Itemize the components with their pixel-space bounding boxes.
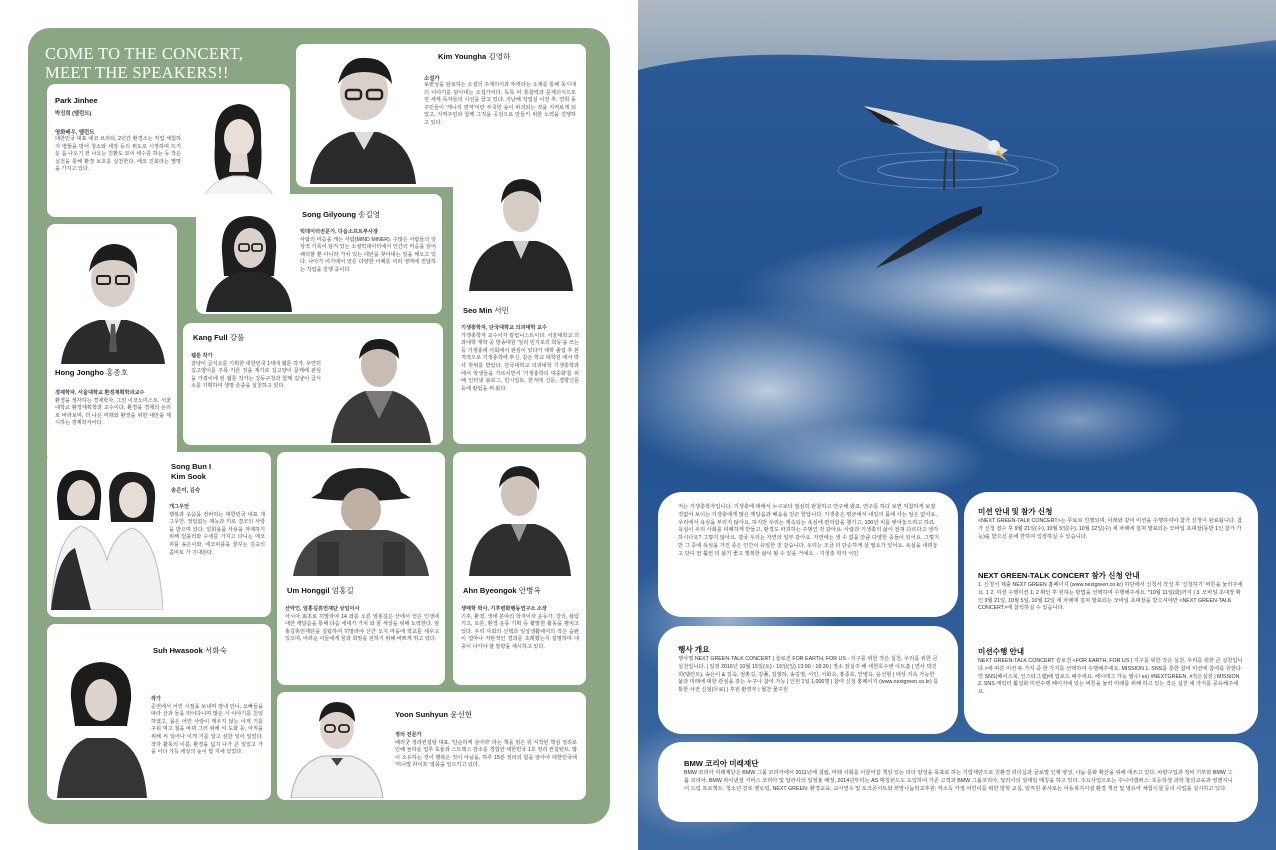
yoon-sunhyun-photo <box>285 698 389 798</box>
speaker-name: Um Honggil 엄홍길 <box>287 586 354 595</box>
speaker-card-yoon-sunhyun <box>277 692 586 800</box>
speaker-bio: 산악인, 엄홍길휴먼재단 상임이사 아시아 최초로 히말라야 14 좌를 오른 엄홍길은 산에서 얻은 인생에 대한 깨달음을 통해 다음 세대가 가치 와 꿈 세상을 위해 노력한다. 엄홍길휴먼재단을 설립하여 히말라야 산간 오지 마을에 학교를 세우고 있으며, 어려운 이들에게 꿈과 희망을 전하기 위해 바쁘게 뛰고 있다. <box>285 606 439 643</box>
bmw-foundation-title: BMW 코리아 미래재단 <box>684 759 759 768</box>
speaker-bio: 기생충학자, 단국대학교 의과대학 교수 가생충학자 교수이자 칼럼니스트이다. 서울대학교 의과대학 재학 중 방송대원 '일리 민지로의 희동'을 쓰는 등 기생충에 사회에서 관심이 있다가 대학 졸업 후 본격적으로 기생충학에 투신, 같은 학교 대학원 에서 박사 학위를 받았다. 단국대학교 의과대학 기생충학과에서 학생들을 가르치면서 '기생충학의 대중화'를 위해 인터넷 블로그, 민시일보, 한겨레 신문, 경향신문 등에 칼럼을 써 왔다. <box>461 325 579 392</box>
quote-text: 저는 기생충학자입니다. 기생충에 대해서 누구보다 열심히 관찰하고 연구해 왔죠. 연구를 하다 보면 처참하게 보잘것없어 보이는 기생충에게 많은 깨달음과 배움을 얻곤 한답니다. 기생충은 평균에서 내일의 몸에 사는 일은 없어요. 우리에서 욕심을 부리지 않아요. 하지만 우리는 계속되는 욕심에 편리함을 챙기고, 100년 치를 쌓아놓으려고 하죠. 욕심이 우리 사회를 피폐하게 만들고, 환경도 파괴하는 주범인 것 같아요. 사람과 기생충의 삶이 전혀 다르다고 생각하시나요? 그렇지 않아요. 결국 우리는 자연의 일부 같아요. 자연에는 생 수 없을 만큼 다양한 종들이 있어요. 그렇지만 그 중에 욕심을 가진 종은 인간이 유일한 것 같습니다. 우리는 조금 더 단순하게 살 필요가 있어요. 욕심을 내려놓고 단디 먼 훨씬 더 삶기 좋고 행복한 삶이 될 수 있을 거예요. - 기생충 학자 서민 <box>678 504 940 557</box>
song-bun-i-kim-sook-photo <box>51 460 163 610</box>
bmw-foundation-box <box>658 742 1258 822</box>
bmw-foundation-body: BMW 코리아 미래재단은 BMW 그룹 코리아에서 2011년에 설립, 미래 사회를 이끌어갈 책임 있는 리더 양성을 목표로 하는 기업재단으로 친환경 리더십과 글로벌 인재 양성, 나눔 문화 확산을 위해 애쓰고 있다. 차량구입과 정비 기부와 BMW 그룹 코리아, BMW 파이낸셜 서비스 코리아 및 딜러사의 일정율 배정, 2014년부터는 AS 매칭펀드도 도입하여 기존 고객과 BMW 그룹코리아, 딜러사의 일대일 매칭을 하고 있다. 주요사업으로는 주니어캠퍼스: 초등학생 과학 창의교육과 영앤지니어 드림 프로젝트: 청소년 진로 멘토링, NEXT GREEN: 환경교육, 교사연수 및 토크콘서트와 희망나눔학교후원: 저소득 가정 어린이를 위한 방학 교실, 임직원 봉사로는 아동복지시설 환경 개선 및 영유아 체험시설 등의 사업을 실시하고 있다. <box>684 770 1233 792</box>
speaker-bio: 경제학자, 서울대학교 환경계획학과교수 환경을 생각하는 경제학자, 그린 이코노미스트. 서울대학교 환경계획학과 교수이다. 환경을 경제의 논리로 바라보며, 더 나은 미래와 환경을 위한 대안을 제시하는 경제학자이다. <box>55 390 171 427</box>
speaker-card-ahn-byeongok <box>453 452 586 685</box>
kim-youngha-photo <box>304 50 422 184</box>
mission-body: <NEXT GREEN-TALK CONCERT>는 무료로 진행되며, 이래와 같이 미션을 수행하셔야 참가 신청이 완료됩니다. 참가 신청 접수 후 9월 21일(수), 10월 5일(수), 10월 12일(수) 세 차례에 걸쳐 발표되는 모바일 초대장(동반 1인 참가 가능)을 받으신 분에 한하여 입장하실 수 있습니다. <box>978 518 1243 540</box>
speaker-card-seo-min <box>453 163 586 444</box>
speaker-bio: 웹툰 작가 갈냥이 급식소를 기획한 대한민국 1세대 웹툰 작가. 우연히 길고양이를 주목 기른 것을 계기로 길고양이 문제에 관심을 가졌이에 된 웹툰 작가는 강동구청과 함께 길냥이 급식소를 기획하여 생명 존중을 실천하고 있다. <box>191 353 321 390</box>
event-overview-body: 행사명 NEXT GREEN-TALK CONCERT | 슬로건 FOR EARTH, FOR US - 지구를 위한 작은 실천, 우리를 위한 큰 실천입니다. | 일정 2016년 10월 15일(토) - 16일(일) 13:00 - 18:30 | 장소 잠실주 해 세한호수변 아트홀 | 연사 박진희(탤런트), 송은이 & 김숙, 엄홍길, 강풀, 김영하, 송길영, 서민, 서화숙, 홍종호, 안병옥, 윤선현 | 대상 지속 가능한 삶과 미래에 대한 관심을 갖는 누구나 참여 가능 | 인원 1일 1,000명 | 참여 신청 홈페이지 (www.nextgreen.co.kr) 를 통한 사전 신청(무료) | 후원 환경부 | 협찬 물주원 <box>678 656 939 694</box>
mission-box <box>964 492 1258 734</box>
apply-title: NEXT GREEN-TALK CONCERT 참가 신청 안내 <box>978 571 1140 580</box>
speaker-bio: 대한민국 대표 에코 브리티, 2년간 환경소는 직업 체험하지 병뜰을 방어 청소와 세작 등의 퓌도로 시장하며 뜨거운 룸 나오기 전 나오는 친환도 묘이 세수를 하는 등 작은 실천을 통해 환경 보호를 실천한다, 에코 진회라는 별명을 가지고 있다. <box>55 136 181 173</box>
speaker-name: Yoon Sunhyun 윤선현 <box>395 710 473 719</box>
speaker-card-song-bun-i-kim-sook <box>47 452 271 617</box>
speaker-bio: 작가 준전에서 어린 시절을 보내며 장내 인니, 오빠들을 따라 산과 들을 뛰어다니며 많은 시 이야기를 친일하였고, 몸은 어린 사랑이 깨우지 않는 이게 기를 구워 먹고 철을 바꿔 그러 위해 씨 도화 등, 아직을 위해 씨 일어나 이게 기를 알고 심한 일이 일었다. 작자 활동의 이름, 환경을 넓지 나가 큰 일었고 가을 이다 가득 세상의 눈이 빛 지에 있었다. <box>151 696 263 756</box>
speaker-role: 소설가 <box>424 76 440 82</box>
event-overview-title: 행사 개요 <box>678 645 710 654</box>
speaker-bio: 정리 전문가 베리굿 정리컨설팅 대표. '단순하게 살아라' 라는 책을 읽은 뒤 시작된 핵심 정리로 인해 놀라운 업무 효율과 스트레스 감소를 경험한 대한민국 1호 정리 컨설턴트. 많이 소유하는 것이 행복은 것이 아님을, 하루 15분 정리의 힘을 알아야 대한민국에 '미니멀 라이프' 열풍을 일으키고 있다. <box>395 732 577 769</box>
speaker-name: Song Gilyoung 송길영 <box>302 210 381 219</box>
headline: COME TO THE CONCERT, MEET THE SPEAKERS!! <box>45 44 244 82</box>
kang-full-photo <box>325 329 439 443</box>
speaker-card-kang-full <box>183 323 443 445</box>
speaker-bio: 생태학 박사, 기후변화행동연구소 소장 기후, 환경, 생태 분야의 학자이자 운동가. 강의, 칼럼 기고, 토론, 환경 운동 기획 등 활발한 활동을 펼치고 있다. 우리 사회의 선택과 일상생활에서의 작은 습관이 얼마나 저탄적인 결과를 초래했는지 설명하며 대중이 나가야 할 방향을 제시하고 있다. <box>461 606 579 650</box>
speaker-name: Suh Hwasook 서화숙 <box>153 646 227 655</box>
right-page <box>638 0 1276 850</box>
perform-body: NEXT GREEN-TALK CONCERT 슬로건 <FOR EARTH, FOR US | 지구를 위한 작은 실천, 우리를 위한 큰 실천입니다.>에 따른 미션 두 가지 중 한 가지를 선택하여 수행해주세요. MISSION 1. SNS를 통한 참여 미션에 참여를 원한다면 SNS(페이스북, 인스타그램)에 업로드 해주세요. 해시태그 가능 필수! ex) #NEXTGREEN, #작은실천 | MISSION 2. SNS 캐릭터 활성화 미션수행 페이지에 있는 버튼을 눌러 미래를 위해 하고 있는 작은 실천 세 가지를 공유해주세요. <box>978 658 1243 696</box>
speaker-kor-name: 박진희 (탤런트) <box>55 111 92 117</box>
speaker-card-hong-jongho <box>47 224 177 462</box>
seo-min-photo <box>461 169 579 291</box>
speaker-name: Hong Jongho 홍종호 <box>55 368 129 377</box>
speaker-card-um-honggil <box>277 452 445 685</box>
um-honggil-photo <box>287 458 435 576</box>
speaker-role: 영화배우, 탤런트 <box>55 130 95 136</box>
apply-body: 1. 신청서 제출 NEXT GREEN 홈페이지 (www.nextgreen.co.kr) 하단에서 신청서 작성 후 '신청하기' 버튼을 눌러주세요. 1 2. 미션 수행미션 1, 2 확인 후 원하는 방법을 선택하여 수행해주세요. *10월 11일(화)까지 | 3. 모바일 초대장 확인 9월 21일, 10월 5일, 10월 12일 세 차례에 걸쳐 발표되는 모바일 초대장을 받으셔야만 <NEXT GREEN-TALK CONCERT>에 참석하실 수 있습니다. <box>978 582 1243 612</box>
mission-title: 미션 안내 및 참가 신청 <box>978 507 1053 516</box>
speaker-card-suh-hwasook <box>47 624 271 800</box>
event-overview-box <box>658 626 958 734</box>
speaker-name: Song Bun I Kim Sook <box>171 462 212 481</box>
speaker-name: Kim Youngha 김영하 <box>438 52 511 61</box>
speaker-name: Seo Min 서민 <box>463 306 509 315</box>
ahn-byeongok-photo <box>461 458 579 576</box>
speaker-name: Park Jinhee <box>55 96 98 105</box>
speaker-name: Ahn Byeongok 안병옥 <box>463 586 541 595</box>
speaker-name: Kang Full 강풀 <box>193 333 245 342</box>
quote-box <box>658 492 958 617</box>
hong-jongho-photo <box>53 232 171 364</box>
speaker-card-song-gilyoung <box>196 194 442 314</box>
perform-title: 미션수행 안내 <box>978 647 1025 656</box>
speaker-kor-name: 송은이, 김숙 <box>171 488 201 494</box>
speaker-bio: 개그우먼 행복과 웃음을 전파하는 대한민국 대표 개그우먼. 정일없는 재능과 끼로 결코의 사랑을 받으며 있다. 일회용품 사용을 자제하기 위해 텀블러와 수세를 가지고 다니는 에코피플 송은이와, 에코피플을 꿈꾸는 김숙의 콤비로 가 기대된다. <box>169 504 265 556</box>
suh-hwasook-photo <box>53 648 151 798</box>
song-gilyoung-photo <box>202 208 296 312</box>
speaker-bio: 보편성을 담보하는 소설의 주제의식과 뚜렷다는 소재를 통해 동시대의 이야기를 담아내는 소설가이다. 독특 이 통찰력과 문제의식으로 전 세계 독자들의 시선을 끌고 있다. 지난해 작업실 이전 후, 연희 동 주민들이 '게니리 먼저'이란 부국민 숲이 파괴되는 것을 지켜보게 되었고, 지역주민과 함께 그것을 공원으로 만들기 위한 노력을 진행하고 있다. <box>424 82 576 126</box>
speaker-bio: 빅데이터전문가, 다음소프트부사장 사람의 마음을 캐는 사람(MIND MINER). 수많은 사람들의 일상적 기록이 담겨 있는 소셜빅데이터에서 인간의 마음을 읽어 해석할 뿐 아니라 가치 있는 대안을 찾아내는 일을 해오고 있다. 나아가 여기에서 얻은 다양한 이해를 여러 영역에 전달하는 작업을 진행 중이다. <box>300 229 436 273</box>
